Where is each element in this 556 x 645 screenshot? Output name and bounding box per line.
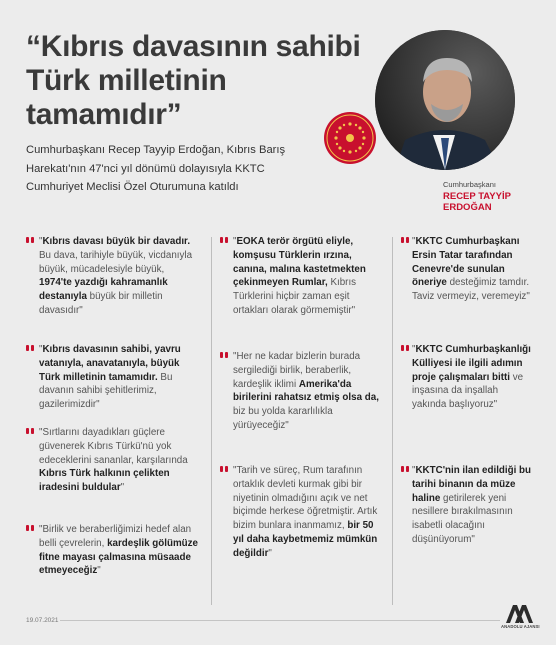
column-divider xyxy=(211,237,212,605)
quote-mark-icon xyxy=(220,466,229,472)
agency-name: ANADOLU AJANSI xyxy=(501,624,540,629)
quote-mark-icon xyxy=(26,237,35,243)
quote-item xyxy=(233,464,379,561)
quote-emphasis: KKTC'nin ilan edildiği bu tarihi binanın da müze haline xyxy=(412,465,532,504)
footer-divider xyxy=(60,620,500,621)
quote-mark-icon xyxy=(401,466,410,472)
intro-text: Cumhurbaşkanı Recep Tayyip Erdoğan, Kıbrıs Barış Harekatı'nın 47'nci yıl dönümü dolayısıyla KKTC Cumhuriyet Meclisi Özel Oturumuna katıldı xyxy=(26,144,286,193)
column-divider xyxy=(392,237,393,605)
quote-text: ve inşasına da inşallah yakında başlıyoruz" xyxy=(412,371,524,411)
quote-text: " xyxy=(97,565,101,577)
quote-mark-icon xyxy=(401,237,410,243)
quote-text: " xyxy=(412,465,416,476)
quote-emphasis: kardeşlik gölümüze fitne mayası çalmasına müsaade etmeyeceğiz xyxy=(39,537,198,577)
quote-emphasis: Kıbrıs davasının sahibi, yavru vatanıyla, anavatanıyla, büyük Türk milletinin tamamıdır. xyxy=(39,344,181,383)
quote-item xyxy=(39,343,201,412)
quote-item xyxy=(39,523,199,578)
quote-emphasis: 1974'te yazdığı kahramanlık destanıyla xyxy=(39,277,168,303)
quote-text: Bu dava, tarihiyle büyük, vicdanıyla büyük, mücadelesiyle büyük, xyxy=(39,249,193,275)
portrait-photo xyxy=(375,30,515,170)
quote-text: büyük bir milletin davasıdır" xyxy=(39,291,163,316)
quote-item xyxy=(39,426,201,495)
quote-item xyxy=(412,235,534,304)
caption-name: RECEP TAYYİP ERDOĞAN xyxy=(443,191,511,213)
quote-text: "Tarih ve süreç, Rum tarafının ortaklık devleti kurmak gibi bir niyetinin olmadığını açık ve net biçimde herkese öğretmiştir. Artık bizim bunlara inanmamız, xyxy=(233,465,378,532)
quote-text: " xyxy=(268,547,272,559)
quote-item xyxy=(233,350,383,433)
quote-emphasis: Amerika'da birilerini rahatsız etmiş olsa da, xyxy=(233,378,379,404)
quote-emphasis: KKTC Cumhurbaşkanlığı Külliyesi ile ilgili adımın proje çalışmaları bitti xyxy=(412,344,531,383)
quote-emphasis: Kıbrıs Türk halkının çelikten iradesini buldular xyxy=(39,468,170,494)
quote-text: " xyxy=(233,236,237,247)
quote-emphasis: bir 50 yıl daha kaybetmemiz mümkün değildir xyxy=(233,520,378,559)
quote-text: " xyxy=(412,344,416,355)
headline: “Kıbrıs davasının sahibi Türk milletinin tamamıdır” xyxy=(26,30,361,131)
quote-text: " xyxy=(39,344,43,355)
quote-mark-icon xyxy=(26,428,35,434)
quote-emphasis: Kıbrıs davası büyük bir davadır. xyxy=(42,236,191,247)
quote-mark-icon xyxy=(401,345,410,351)
quote-text: " xyxy=(39,236,43,247)
quote-mark-icon xyxy=(220,352,229,358)
quote-item xyxy=(412,464,536,547)
quote-text: " xyxy=(412,236,416,247)
quote-text: Bu davanın sahibi şehitlerimiz, gazilerimizdir" xyxy=(39,371,173,411)
quote-item xyxy=(412,343,534,412)
quote-item xyxy=(39,235,199,318)
footer-date: 19.07.2021 xyxy=(26,617,59,624)
quote-text: biz bu yolda kararlılıkla yürüyeceğiz" xyxy=(233,406,333,431)
quote-emphasis: EOKA terör örgütü eliyle, komşusu Türklerin ırzına, canına, malına kastetmekten çekinmeyen Rumlar, xyxy=(233,236,366,289)
quote-text: "Sırtlarını dayadıkları güçlere güvenerek Kıbrıs Türkü'nü yok edeceklerini sananlar, karşılarında xyxy=(39,427,188,466)
quote-mark-icon xyxy=(26,525,35,531)
quote-text: Kıbrıs Türklerini hiçbir zaman eşit ortakları olarak görmemiştir" xyxy=(233,277,357,316)
presidential-seal-icon xyxy=(324,112,376,164)
quote-mark-icon xyxy=(220,237,229,243)
quote-text: "Her ne kadar bizlerin burada sergilediği birlik, beraberlik, kardeşlik iklimi xyxy=(233,351,361,390)
quote-text: desteğimiz tamdır. Taviz vermeyiz, veremeyiz" xyxy=(412,277,530,303)
quote-text: "Birlik ve beraberliğimizi hedef alan belli çevrelerin, xyxy=(39,524,192,549)
quote-emphasis: KKTC Cumhurbaşkanı Ersin Tatar tarafından Cenevre'de sunulan öneriye xyxy=(412,236,520,289)
quote-mark-icon xyxy=(26,345,35,351)
quote-text: getirilerek yeni nesillere bırakılmasının isabetli olacağını düşünüyorum" xyxy=(412,492,513,545)
quote-item xyxy=(233,235,383,318)
quote-text: " xyxy=(120,482,125,494)
caption-title: Cumhurbaşkanı xyxy=(443,180,496,189)
